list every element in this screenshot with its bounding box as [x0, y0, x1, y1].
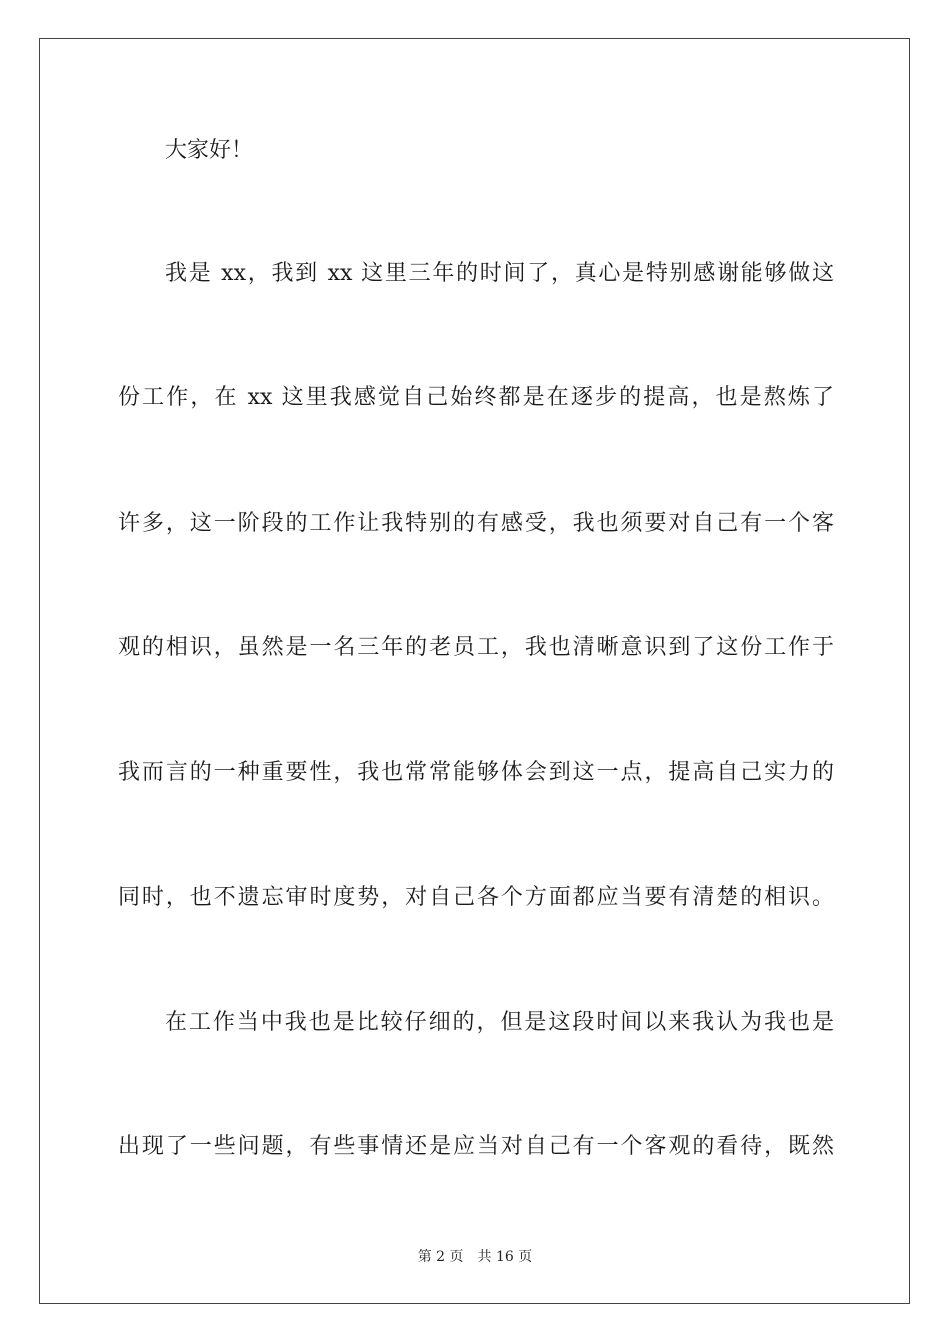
- text-line: 份工作，在 xx 这里我感觉自己始终都是在逐步的提高，也是熬炼了: [118, 385, 834, 410]
- page-footer: [0, 1247, 950, 1267]
- text-line: 许多，这一阶段的工作让我特别的有感受，我也须要对自己有一个客: [118, 511, 834, 536]
- text-line: 出现了一些问题，有些事情还是应当对自己有一个客观的看待，既然: [118, 1134, 834, 1159]
- text-line: 我是 xx，我到 xx 这里三年的时间了，真心是特别感谢能够做这: [165, 261, 834, 286]
- text-line: 观的相识，虽然是一名三年的老员工，我也清晰意识到了这份工作于: [118, 635, 834, 660]
- page-border: [39, 38, 910, 1304]
- page-total: 共 16 页: [477, 1249, 533, 1265]
- greeting-line: 大家好！: [165, 138, 254, 163]
- text-line: 同时，也不遗忘审时度势，对自己各个方面都应当要有清楚的相识。: [118, 885, 834, 910]
- text-line: 在工作当中我也是比较仔细的，但是这段时间以来我认为我也是: [165, 1010, 834, 1035]
- text-line: 我而言的一种重要性，我也常常能够体会到这一点，提高自己实力的: [118, 760, 834, 785]
- page-number: 第 2 页: [417, 1249, 464, 1265]
